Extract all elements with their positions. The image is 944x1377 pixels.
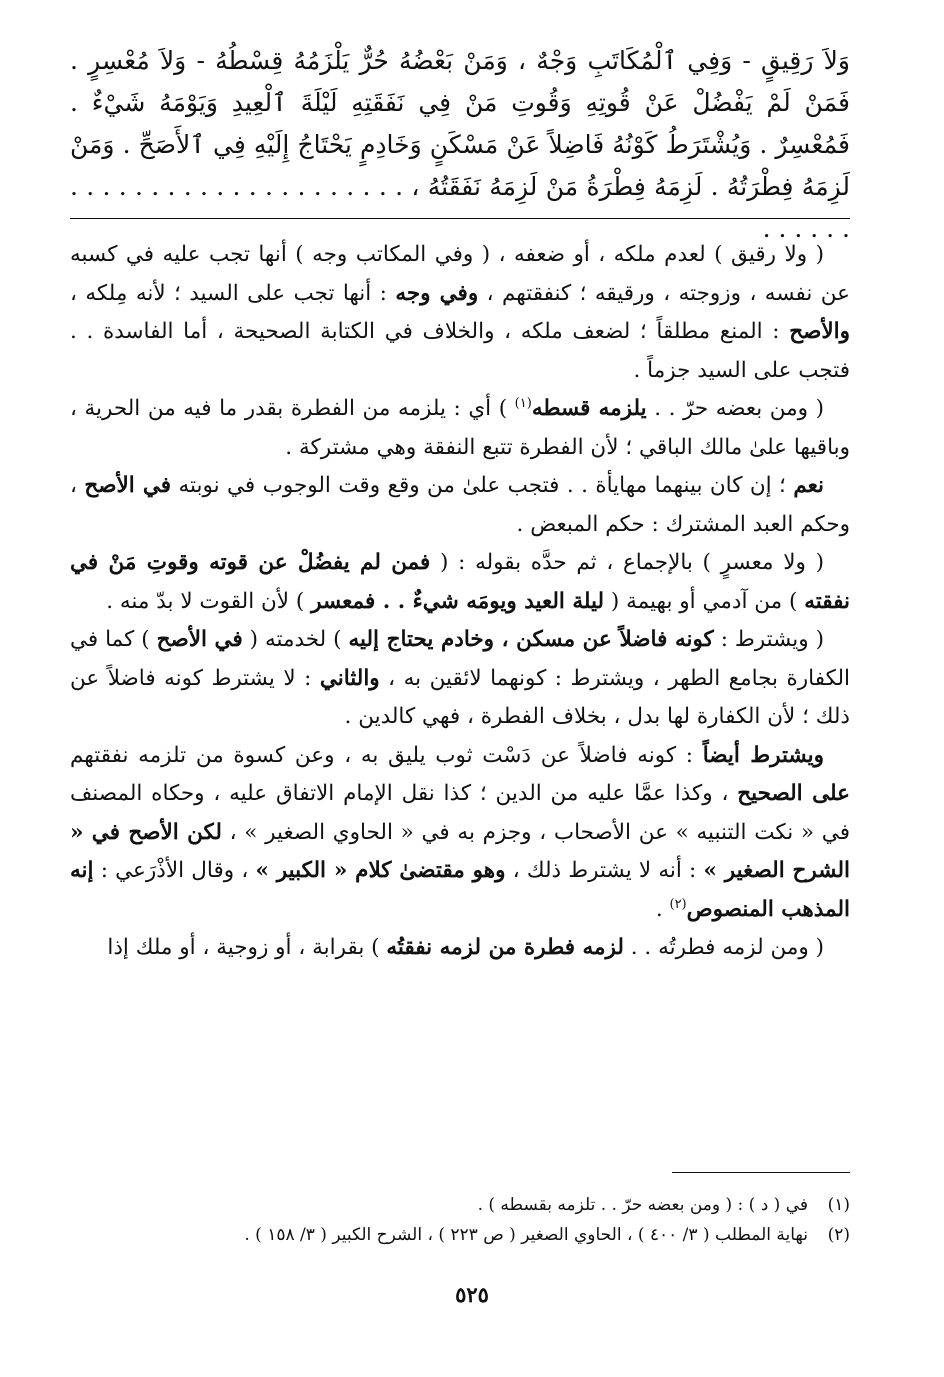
footnote-2	[70, 1220, 850, 1250]
page-number: ٥٢٥	[455, 1282, 489, 1307]
sharh-bold: لزمه فطرة من لزمه نفقتُه	[386, 935, 624, 960]
footnote-text: في ( د ) : ( ومن بعضه حرّ . . تلزمه بقسطه ) .	[477, 1195, 808, 1215]
sharh-text: ؛ إن كان بينهما مهايأة . . فتجب علىٰ من وقع وقت الوجوب في نوبته	[171, 473, 794, 498]
footnote-ref-2[interactable]: (٢)	[669, 896, 687, 912]
sharh-paragraph-2	[70, 390, 850, 467]
sharh-bold: والأصح	[789, 319, 850, 344]
sharh-paragraph-1	[70, 236, 850, 390]
sharh-text: ، وكذا عمَّا عليه من الدين ؛ كذا نقل الإمام الاتفاق عليه ، وحكاه المصنف في « نكت التنبيه » عن الأصحاب ، وجزم به في « الحاوي الصغير » ،	[70, 781, 850, 845]
sharh-text: ( ومن لزمه فطرتُه . .	[623, 935, 824, 960]
sharh-text: ( ومن بعضه حرّ . .	[646, 396, 825, 421]
main-divider	[70, 218, 850, 219]
sharh-bold: فمن لم يفضُلْ عن قوته وقوتِ مَنْ في نفقته	[70, 550, 850, 614]
footnote-divider	[672, 1172, 850, 1173]
sharh-bold: وهو مقتضىٰ كلام « الكبير »	[255, 858, 506, 883]
sharh-text: ) بقرابة ، أو زوجية ، أو ملك إذا	[107, 935, 387, 960]
sharh-text: ، وقال الأذْرَعي :	[93, 858, 256, 883]
footnote-number: (١)	[827, 1195, 850, 1215]
sharh-text: : المنع مطلقاً ؛ لضعف ملكه ، والخلاف في الكتابة الصحيحة ، أما الفاسدة . . فتجب على السيد جزماً .	[70, 319, 850, 383]
sharh-text: .	[655, 896, 670, 922]
sharh-paragraph-3	[70, 467, 850, 544]
sharh-text: ، وحكم العبد المشترك : حكم المبعض .	[70, 473, 850, 537]
sharh-text: : أنها تجب على السيد ؛ لأنه مِلكه ،	[70, 280, 396, 306]
sharh-bold: والثاني	[319, 665, 380, 691]
sharh-bold: في الأصح	[156, 627, 243, 652]
sharh-bold: كونه فاضلاً عن مسكن ، وخادم يحتاج إليه	[348, 627, 714, 652]
sharh-bold: نعم	[793, 473, 824, 498]
sharh-text: : أنه لا يشترط ذلك ،	[505, 858, 704, 883]
sharh-block	[70, 236, 850, 968]
sharh-bold: ليلة العيد ويومَه شيءٌ . . فمعسر	[311, 588, 605, 614]
sharh-bold: في الأصح	[84, 473, 172, 498]
footnote-ref-1[interactable]: (١)	[514, 395, 532, 411]
sharh-text: : لا يشترط كونه فاضلاً عن ذلك ؛ لأن الكفارة لها بدل ، بخلاف الفطرة ، فهي كالدين .	[70, 665, 850, 729]
sharh-text: ( ولا رقيق ) لعدم ملكه ، أو ضعفه ، ( وفي المكاتب وجه ) أنها تجب عليه في كسبه عن نفسه ، وزوجته ، ورقيقه ؛ كنفقتهم ،	[70, 242, 850, 306]
sharh-text: ( ولا معسرٍ ) بالإجماع ، ثم حدَّه بقوله : (	[430, 550, 824, 575]
footnote-text: نهاية المطلب ( ٣/ ٤٠٠ ) ، الحاوي الصغير ( ص ٢٢٣ ) ، الشرح الكبير ( ٣/ ١٥٨ ) .	[244, 1225, 808, 1245]
sharh-text: ) من آدمي أو بهيمة (	[604, 588, 805, 614]
footnotes	[70, 1190, 850, 1250]
sharh-text: : كونه فاضلاً عن دَسْت ثوب يليق به ، وعن كسوة من تلزمه نفقتهم	[70, 742, 703, 768]
sharh-paragraph-6	[70, 737, 850, 930]
sharh-text: ) لأن القوت لا بدّ منه .	[106, 588, 312, 614]
sharh-bold: على الصحيح	[737, 781, 850, 806]
sharh-bold: إنه المذهب المنصوص	[70, 858, 850, 922]
sharh-bold: لكن الأصح في « الشرح الصغير »	[70, 819, 850, 883]
matn-text: وَلاَ رَقِيقٍ - وَفِي ٱلْمُكَاتَبِ وَجْهٌ ، وَمَنْ بَعْضُهُ حُرٌّ يَلْزَمُهُ قِسْطُهُ - وَلاَ مُعْسِرٍ . فَمَنْ لَمْ يَفْضُلْ عَنْ قُوتِهِ وَقُوتِ مَنْ فِي نَفَقَتِهِ لَيْلَةَ ٱلْعِيدِ وَيَوْمَهُ شَيْءٌ . فَمُعْسِرٌ . وَيُشْتَرَطُ كَوْنُهُ فَاضِلاً عَنْ مَسْكَنٍ وَخَادِمٍ يَحْتَاجُ إِلَيْهِ فِي ٱلأَصَحِّ . وَمَنْ لَزِمَهُ فِطْرَتُهُ . لَزِمَهُ فِطْرَةُ مَنْ لَزِمَهُ نَفَقَتُهُ ، . . . . . . . . . . . . . . . . . . . . . . . . . . .	[70, 46, 850, 243]
sharh-paragraph-4	[70, 544, 850, 621]
sharh-bold: ويشترط أيضاً	[702, 742, 824, 768]
footnote-number: (٢)	[827, 1225, 850, 1245]
sharh-text: ( ويشترط :	[713, 627, 824, 652]
sharh-text: ) لخدمته (	[242, 627, 349, 652]
sharh-text: ) أي : يلزمه من الفطرة بقدر ما فيه من الحرية ، وباقيها علىٰ مالك الباقي ؛ لأن الفطرة تتبع النفقة وهي مشتركة .	[70, 396, 850, 460]
sharh-text: ) كما في الكفارة بجامع الطهر ، ويشترط : كونهما لائقين به ،	[70, 627, 850, 691]
sharh-paragraph-7	[70, 929, 850, 968]
footnote-1	[70, 1190, 850, 1220]
sharh-paragraph-5	[70, 621, 850, 737]
sharh-bold: وفي وجه	[395, 280, 479, 306]
sharh-bold: يلزمه قسطه	[531, 396, 647, 421]
